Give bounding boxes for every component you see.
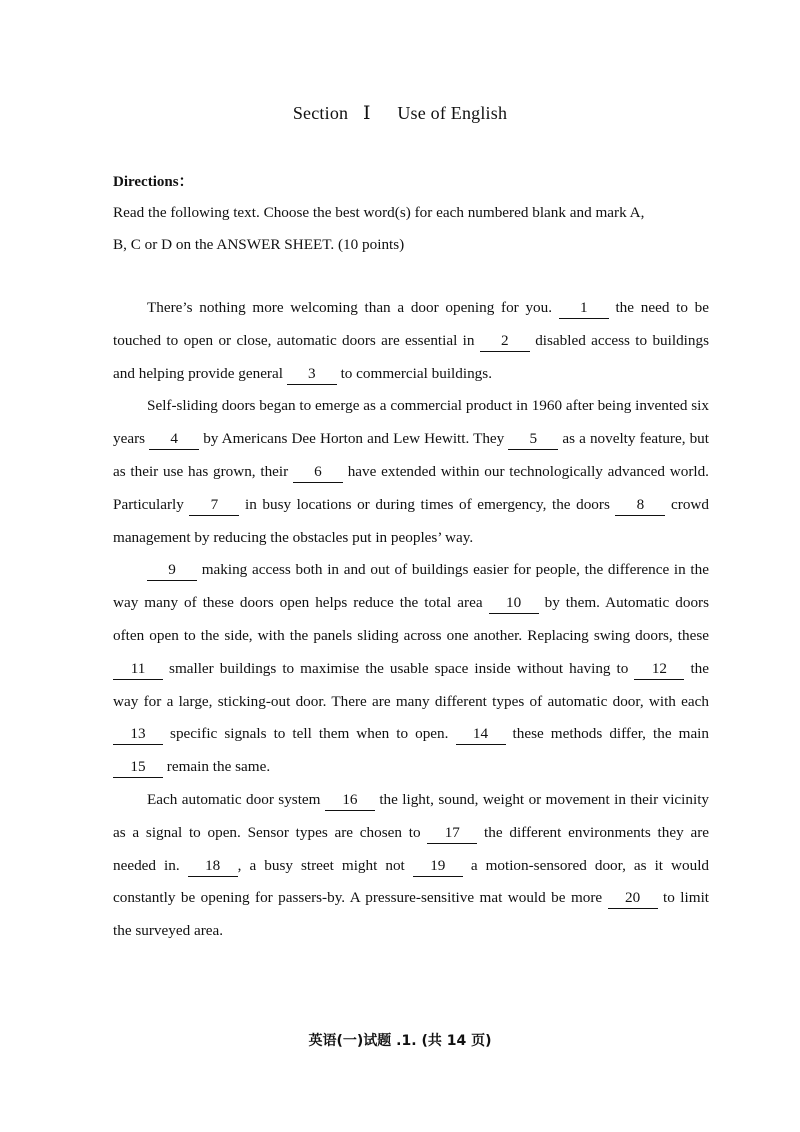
blank-10[interactable]: 10: [489, 593, 539, 614]
passage-text: to commercial buildings.: [336, 364, 492, 382]
passage-text: a motion-sensored door, as it would constantly be opening for passers-by. A pressure-sensitive mat would be more: [113, 856, 710, 907]
paragraph-4: [113, 784, 709, 948]
passage-text: making access both in and out of buildings easier for people, the difference in the way many of these doors open helps reduce the total area: [113, 561, 709, 612]
passage-text: , a busy street might not: [237, 856, 413, 874]
blank-6[interactable]: 6: [293, 462, 343, 483]
passage-text: the need to be touched to open or close, automatic doors are essential in: [113, 299, 709, 349]
passage-text: the different environments they are needed in.: [113, 823, 709, 874]
blank-13[interactable]: 13: [113, 724, 163, 745]
blank-19[interactable]: 19: [413, 856, 463, 877]
directions-heading: Directions：: [113, 174, 194, 190]
blank-3[interactable]: 3: [287, 364, 337, 385]
passage-text: as a novelty feature, but as their use has grown, their: [113, 430, 709, 480]
passage-text: disabled access to buildings and helping provide general: [113, 331, 709, 382]
passage-text: by them. Automatic doors often open to the side, with the panels sliding across one another. Replacing swing doors, these: [113, 594, 710, 644]
blank-1[interactable]: 1: [559, 298, 609, 319]
directions-text: [113, 197, 713, 261]
section-title: [0, 102, 800, 125]
blank-7[interactable]: 7: [189, 495, 239, 516]
blank-5[interactable]: 5: [508, 429, 558, 450]
passage-text: Each automatic door system: [147, 790, 325, 808]
page-footer: 英语(一)试题 .1. (共 14 页): [308, 1033, 492, 1049]
passage-text: have extended within our technologically advanced world. Particularly: [113, 462, 709, 513]
passage-text: specific signals to tell them when to open.: [163, 725, 456, 743]
passage-text: to limit the surveyed area.: [113, 889, 710, 940]
section-numeral: Ⅰ: [362, 103, 371, 124]
blank-4[interactable]: 4: [149, 429, 199, 450]
blank-8[interactable]: 8: [615, 495, 665, 516]
section-label: Section: [292, 103, 349, 123]
blank-17[interactable]: 17: [427, 823, 477, 844]
blank-12[interactable]: 12: [634, 659, 684, 680]
blank-20[interactable]: 20: [608, 888, 658, 909]
paragraph-1: [113, 292, 709, 390]
cloze-passage: [113, 292, 709, 948]
passage-text: crowd management by reducing the obstacles put in peoples’ way.: [113, 495, 709, 546]
section-name: Use of English: [397, 103, 508, 123]
blank-11[interactable]: 11: [113, 659, 163, 680]
paragraph-3: [113, 554, 709, 784]
passage-text: Self-sliding doors began to emerge as a commercial product in 1960 after being invented six years: [113, 397, 709, 448]
passage-text: in busy locations or during times of emergency, the doors: [239, 495, 616, 513]
passage-text: the way for a large, sticking-out door. There are many different types of automatic door, with each: [113, 659, 709, 710]
directions-line-1: Read the following text. Choose the best word(s) for each numbered blank and mark A,: [113, 204, 645, 221]
passage-text: the light, sound, weight or movement in their vicinity as a signal to open. Sensor types are chosen to: [113, 790, 710, 841]
blank-9[interactable]: 9: [147, 560, 197, 581]
passage-text: by Americans Dee Horton and Lew Hewitt. They: [199, 430, 509, 448]
passage-text: smaller buildings to maximise the usable space inside without having to: [163, 659, 635, 677]
passage-text: There’s nothing more welcoming than a door opening for you.: [147, 299, 559, 316]
directions-line-2: B, C or D on the ANSWER SHEET. (10 points): [113, 236, 405, 253]
passage-text: remain the same.: [163, 758, 271, 776]
blank-15[interactable]: 15: [113, 757, 163, 778]
paragraph-2: [113, 390, 709, 554]
blank-14[interactable]: 14: [456, 724, 506, 745]
blank-18[interactable]: 18: [188, 856, 238, 877]
blank-16[interactable]: 16: [325, 790, 375, 811]
blank-2[interactable]: 2: [480, 331, 530, 352]
passage-text: these methods differ, the main: [505, 725, 709, 743]
